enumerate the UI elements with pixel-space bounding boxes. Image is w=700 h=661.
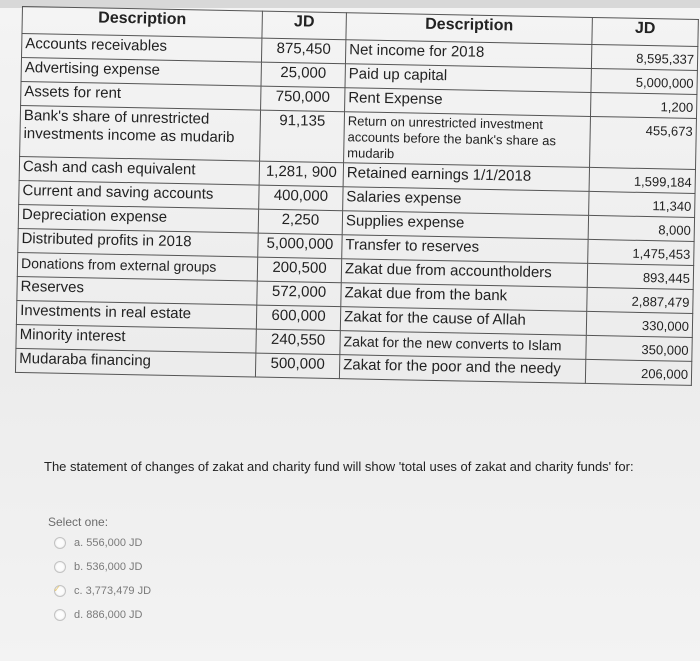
cell-jd-left: 875,450 bbox=[261, 38, 345, 64]
cell-jd-left: 400,000 bbox=[259, 185, 343, 211]
cell-desc-right: Zakat for the new converts to Islam bbox=[340, 331, 586, 360]
cell-desc-right: Zakat for the cause of Allah bbox=[340, 307, 586, 336]
radio-icon[interactable] bbox=[54, 585, 66, 597]
cell-jd-left: 200,500 bbox=[257, 257, 341, 283]
cell-desc-left: Reserves bbox=[17, 276, 257, 305]
cell-desc-right: Net income for 2018 bbox=[345, 40, 591, 69]
accounts-table bbox=[15, 6, 699, 386]
option-a[interactable] bbox=[54, 537, 143, 549]
cell-desc-right: Paid up capital bbox=[345, 64, 591, 93]
cell-desc-left: Current and saving accounts bbox=[19, 180, 259, 209]
cell-desc-left: Advertising expense bbox=[21, 58, 261, 87]
cell-jd-left: 2,250 bbox=[258, 209, 342, 235]
option-c[interactable] bbox=[54, 585, 151, 597]
cell-jd-right: 2,887,479 bbox=[587, 287, 693, 313]
cell-jd-left: 572,000 bbox=[257, 281, 341, 307]
option-b[interactable] bbox=[54, 561, 143, 573]
cell-desc-left: Minority interest bbox=[16, 324, 256, 353]
cell-jd-right: 1,599,184 bbox=[589, 167, 695, 193]
cell-jd-left: 500,000 bbox=[255, 353, 339, 379]
cell-desc-left: Donations from external groups bbox=[17, 252, 257, 281]
option-d[interactable] bbox=[54, 609, 143, 621]
cell-desc-left: Mudaraba financing bbox=[15, 348, 255, 377]
cell-jd-left: 1,281, 900 bbox=[259, 161, 343, 187]
cell-jd-right: 1,475,453 bbox=[588, 239, 694, 265]
cell-desc-right: Zakat due from accountholders bbox=[341, 259, 587, 288]
cell-jd-left: 240,550 bbox=[256, 329, 340, 355]
cell-desc-left: Depreciation expense bbox=[18, 204, 258, 233]
option-d-label: d. 886,000 JD bbox=[74, 609, 143, 621]
cell-jd-left: 25,000 bbox=[261, 62, 345, 88]
cell-desc-left: Bank's share of unrestricted investments income as mudarib bbox=[20, 105, 261, 161]
cell-jd-left: 5,000,000 bbox=[258, 233, 342, 259]
cell-jd-right: 893,445 bbox=[587, 263, 693, 289]
cell-desc-left: Cash and cash equivalent bbox=[19, 156, 259, 185]
cell-desc-right: Transfer to reserves bbox=[342, 235, 588, 264]
cell-jd-right: 5,000,000 bbox=[591, 68, 697, 94]
radio-icon[interactable] bbox=[54, 537, 66, 549]
select-one-label: Select one: bbox=[48, 515, 109, 529]
cell-jd-right: 1,200 bbox=[590, 92, 696, 118]
cell-jd-right: 11,340 bbox=[589, 191, 695, 217]
check-icon: ✓ bbox=[53, 584, 62, 595]
option-b-label: b. 536,000 JD bbox=[74, 561, 143, 573]
cell-jd-right: 8,595,337 bbox=[591, 44, 697, 70]
cell-jd-right: 8,000 bbox=[588, 215, 694, 241]
cell-desc-right: Zakat for the poor and the needy bbox=[339, 355, 585, 384]
cell-desc-right: Rent Expense bbox=[345, 88, 591, 117]
option-c-label: c. 3,773,479 JD bbox=[74, 585, 152, 597]
cell-desc-left: Distributed profits in 2018 bbox=[18, 228, 258, 257]
cell-jd-left: 600,000 bbox=[256, 305, 340, 331]
header-jd-1: JD bbox=[262, 11, 347, 40]
cell-jd-left: 91,135 bbox=[260, 110, 345, 163]
cell-jd-left: 750,000 bbox=[261, 86, 345, 112]
header-jd-2: JD bbox=[592, 17, 698, 46]
cell-desc-right: Supplies expense bbox=[342, 211, 588, 240]
radio-icon[interactable] bbox=[54, 561, 66, 573]
option-a-label: a. 556,000 JD bbox=[74, 537, 143, 549]
header-description-1: Description bbox=[22, 7, 262, 39]
cell-jd-right: 206,000 bbox=[585, 359, 691, 385]
cell-jd-right: 455,673 bbox=[590, 116, 697, 169]
radio-icon[interactable] bbox=[54, 609, 66, 621]
header-description-2: Description bbox=[346, 13, 592, 45]
cell-jd-right: 330,000 bbox=[586, 311, 692, 337]
cell-desc-left: Accounts receivables bbox=[22, 34, 262, 63]
cell-desc-right: Retained earnings 1/1/2018 bbox=[343, 163, 589, 192]
cell-desc-left: Investments in real estate bbox=[16, 300, 256, 329]
cell-desc-right: Zakat due from the bank bbox=[341, 283, 587, 312]
question-text: The statement of changes of zakat and charity fund will show 'total uses of zakat and charity funds' for: bbox=[44, 459, 634, 474]
cell-desc-left: Assets for rent bbox=[21, 81, 261, 110]
cell-desc-right: Salaries expense bbox=[343, 187, 589, 216]
cell-desc-right: Return on unrestricted investment accounts before the bank's share as mudarib bbox=[344, 112, 591, 168]
cell-jd-right: 350,000 bbox=[586, 335, 692, 361]
